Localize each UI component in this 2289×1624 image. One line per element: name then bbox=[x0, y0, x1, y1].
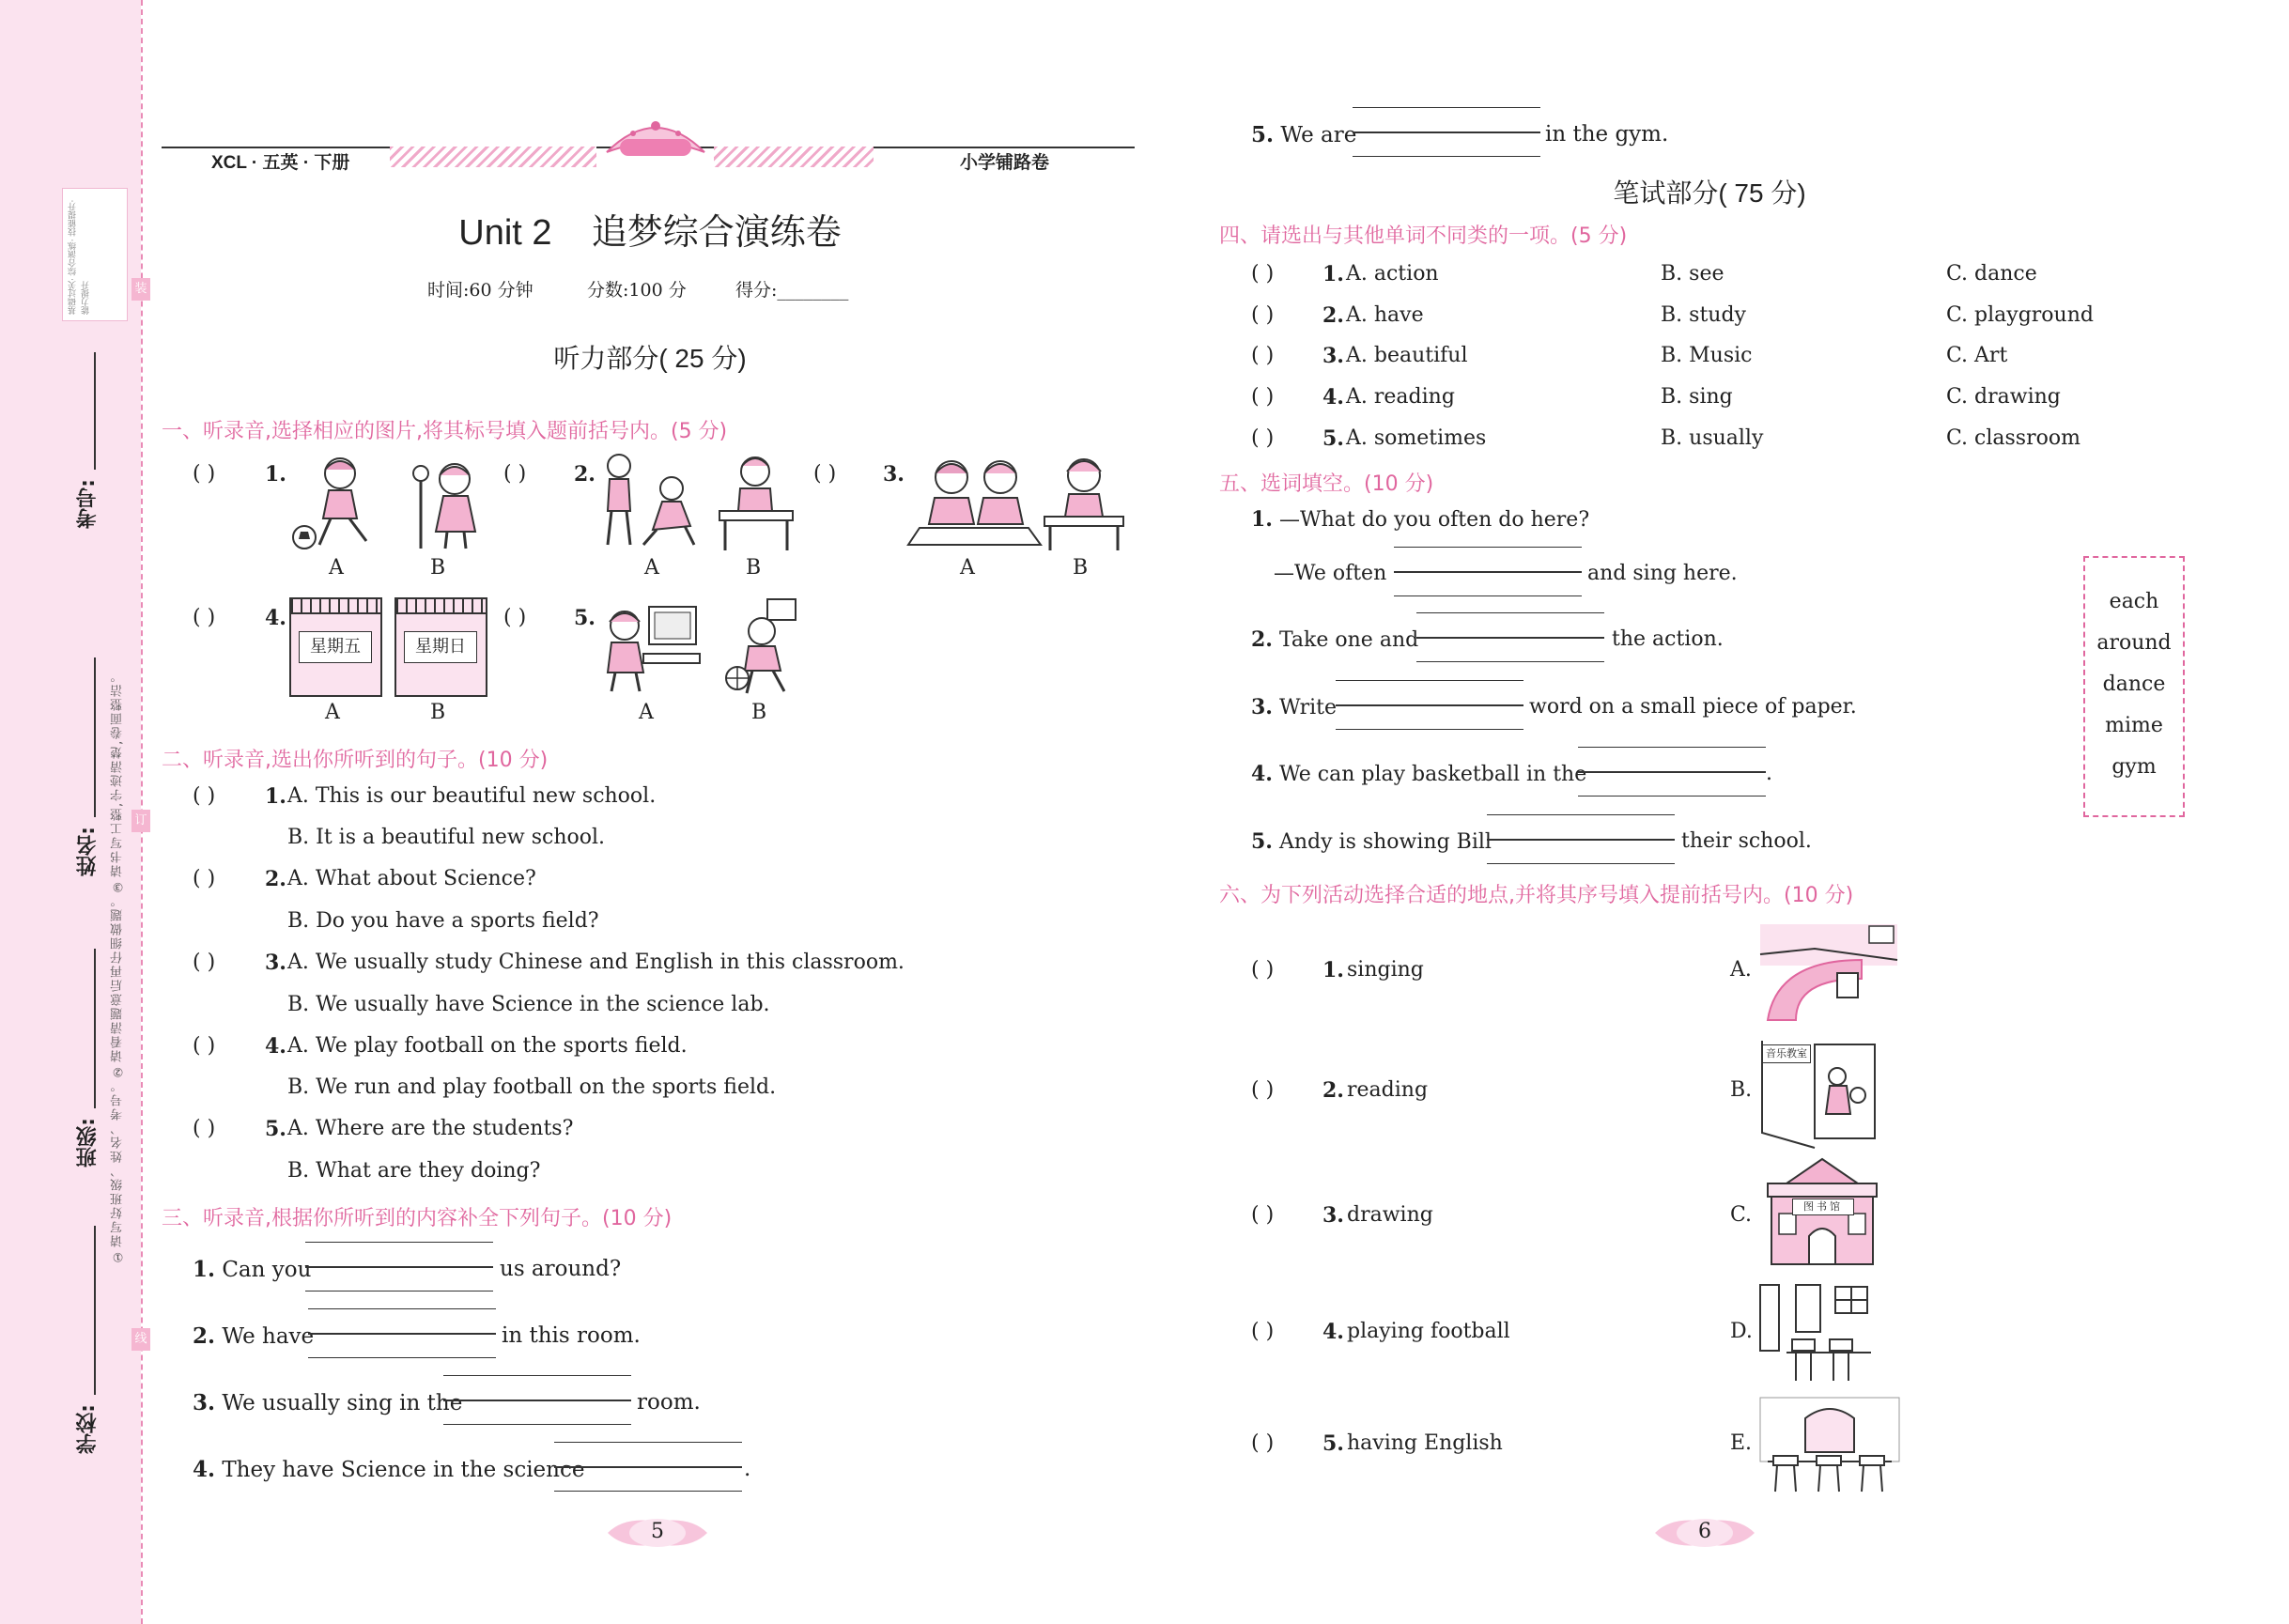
sec1-heading: 一、听录音,选择相应的图片,将其标号填入题前括号内。(5 分) bbox=[162, 420, 728, 443]
answer-paren[interactable]: ( ) bbox=[193, 1117, 216, 1140]
word-bank-item: around bbox=[2096, 631, 2172, 655]
q-num: 5. bbox=[1322, 1431, 1344, 1456]
sports-field-icon bbox=[1758, 922, 1899, 1022]
option-a: A bbox=[329, 556, 344, 580]
answer-blank[interactable] bbox=[1416, 612, 1604, 663]
answer-paren[interactable]: ( ) bbox=[193, 867, 216, 890]
school-label: 学校: bbox=[76, 1404, 100, 1454]
crown-emblem-icon bbox=[599, 113, 712, 169]
option-b: B bbox=[746, 556, 762, 580]
option-a[interactable]: A. Where are the students? bbox=[287, 1117, 574, 1140]
q-num: 5. bbox=[574, 606, 595, 630]
name-label: 姓名: bbox=[76, 827, 100, 876]
calendar-sunday-icon bbox=[394, 597, 487, 697]
q-num: 5. bbox=[265, 1117, 286, 1141]
question-line: —What do you often do here? bbox=[1278, 508, 1590, 532]
sec5-heading: 五、选词填空。(10 分) bbox=[1219, 472, 1434, 496]
option-a: A bbox=[644, 556, 659, 580]
sec2-heading: 二、听录音,选出你所听到的句子。(10 分) bbox=[162, 749, 549, 772]
sentence-after: their school. bbox=[1681, 829, 1812, 853]
fill-sentence bbox=[1251, 762, 1586, 786]
answer-paren[interactable]: ( ) bbox=[1251, 303, 1275, 327]
listening-title: 听力部分( 25 分) bbox=[553, 344, 747, 373]
q-num: 2. bbox=[1322, 303, 1344, 328]
step-4: 能力提升 bbox=[82, 281, 91, 315]
option-a[interactable]: A. We usually study Chinese and English in this classroom. bbox=[287, 951, 905, 974]
option-c[interactable]: C. classroom bbox=[1946, 426, 2080, 450]
answer-paren[interactable]: ( ) bbox=[503, 606, 527, 629]
page-number-left: 5 bbox=[651, 1520, 664, 1543]
option-a[interactable]: A. What about Science? bbox=[287, 867, 536, 890]
option-b[interactable]: B. Do you have a sports field? bbox=[287, 909, 599, 933]
option-a[interactable]: A. We play football on the sports field. bbox=[287, 1034, 688, 1058]
girl-singing-icon bbox=[394, 451, 498, 554]
meta-got: 得分:________ bbox=[735, 280, 849, 301]
sentence-after: us around? bbox=[500, 1257, 622, 1281]
sentence-after: in the gym. bbox=[1545, 122, 1669, 147]
answer-blank[interactable] bbox=[1353, 107, 1540, 158]
meta-score: 分数:100 分 bbox=[587, 280, 687, 301]
answer-blank[interactable] bbox=[1336, 680, 1523, 731]
option-a: A bbox=[960, 556, 975, 580]
header-brand: 小学铺路卷 bbox=[960, 153, 1050, 173]
word-bank-item: gym bbox=[2111, 755, 2157, 779]
sentence-before: —We often bbox=[1274, 562, 1387, 585]
calendar-day-label: 星期五 bbox=[299, 631, 372, 663]
activity-label: singing bbox=[1347, 958, 1424, 982]
sec4-heading: 四、请选出与其他单词不同类的一项。(5 分) bbox=[1219, 224, 1628, 248]
sentence-before: We can play basketball in the bbox=[1278, 763, 1587, 786]
answer-blank[interactable] bbox=[308, 1308, 496, 1359]
boy-playing-basketball-icon bbox=[719, 597, 808, 696]
answer-paren[interactable]: ( ) bbox=[193, 606, 216, 629]
q-num: 4. bbox=[1251, 762, 1273, 786]
meta-time: 时间:60 分钟 bbox=[427, 280, 534, 301]
q-num: 4. bbox=[1322, 385, 1344, 410]
option-b: B bbox=[751, 701, 767, 724]
fill-sentence bbox=[1251, 507, 1589, 532]
fill-sentence bbox=[1251, 122, 1356, 147]
sentence-after: word on a small piece of paper. bbox=[1529, 695, 1857, 719]
fill-sentence bbox=[193, 1323, 314, 1349]
q-num: 1. bbox=[1251, 507, 1273, 532]
word-bank-item: each bbox=[2109, 590, 2159, 613]
school-field[interactable] bbox=[94, 1226, 96, 1395]
class-label: 班级: bbox=[76, 1118, 100, 1168]
q-num: 2. bbox=[574, 462, 595, 487]
answer-blank[interactable] bbox=[554, 1442, 742, 1493]
music-room-sign: 音乐教室 bbox=[1762, 1044, 1811, 1063]
q-num: 1. bbox=[1322, 958, 1344, 982]
classroom-icon bbox=[1758, 1283, 1877, 1386]
library-sign: 图书馆 bbox=[1792, 1199, 1854, 1215]
answer-blank[interactable] bbox=[443, 1375, 631, 1426]
kids-drawing-icon bbox=[906, 451, 1043, 554]
step-3: 技能提升 bbox=[69, 202, 78, 237]
sentence-before: We are bbox=[1280, 123, 1357, 147]
option-b[interactable]: B. It is a beautiful new school. bbox=[287, 826, 606, 849]
answer-paren[interactable]: ( ) bbox=[813, 462, 837, 486]
q-num: 3. bbox=[265, 951, 286, 975]
place-letter: A. bbox=[1730, 958, 1752, 982]
sentence-before: Take one and bbox=[1278, 628, 1419, 652]
answer-paren[interactable]: ( ) bbox=[193, 951, 216, 974]
answer-blank[interactable] bbox=[305, 1242, 493, 1292]
q-num: 2. bbox=[1251, 627, 1273, 652]
q-num: 3. bbox=[193, 1390, 216, 1415]
option-a[interactable]: A. reading bbox=[1346, 385, 1455, 409]
name-field[interactable] bbox=[94, 657, 96, 817]
answer-paren[interactable]: ( ) bbox=[1251, 958, 1275, 982]
answer-paren[interactable]: ( ) bbox=[1251, 1078, 1275, 1102]
q-num: 1. bbox=[193, 1257, 216, 1282]
q-num: 5. bbox=[1251, 829, 1273, 854]
answer-paren[interactable]: ( ) bbox=[1251, 1320, 1275, 1343]
sec3-heading: 三、听录音,根据你所听到的内容补全下列句子。(10 分) bbox=[162, 1207, 673, 1230]
activity-label: having English bbox=[1347, 1431, 1503, 1455]
q-num: 1. bbox=[1322, 262, 1344, 286]
calendar-day-label: 星期日 bbox=[404, 631, 477, 663]
fill-sentence bbox=[1251, 695, 1337, 719]
sentence-after: and sing here. bbox=[1587, 562, 1738, 585]
q-num: 3. bbox=[1251, 695, 1273, 719]
step-box: 基础过关· 综合演练· 技能提升· 能力提升 bbox=[62, 188, 128, 321]
sentence-before: Write bbox=[1278, 696, 1338, 719]
word-bank bbox=[2083, 556, 2185, 817]
q-num: 1. bbox=[265, 784, 286, 809]
option-b[interactable]: B. We usually have Science in the science lab. bbox=[287, 993, 770, 1016]
option-a[interactable]: A. This is our beautiful new school. bbox=[287, 784, 657, 808]
q-num: 4. bbox=[1322, 1320, 1344, 1344]
page-number-right: 6 bbox=[1698, 1520, 1711, 1543]
id-field[interactable] bbox=[94, 352, 96, 470]
music-room-icon bbox=[1758, 1039, 1880, 1150]
place-letter: B. bbox=[1730, 1078, 1753, 1102]
tag-zhuang: 装 bbox=[131, 278, 150, 301]
q-num: 3. bbox=[1322, 1203, 1344, 1228]
option-a[interactable]: A. action bbox=[1346, 262, 1439, 286]
option-b[interactable]: B. We run and play football on the sports field. bbox=[287, 1075, 777, 1099]
answer-paren[interactable]: ( ) bbox=[193, 784, 216, 808]
option-b[interactable]: B. see bbox=[1661, 262, 1724, 286]
q-num: 3. bbox=[883, 462, 905, 487]
girl-reading-icon bbox=[1041, 451, 1127, 554]
option-b: B bbox=[430, 556, 446, 580]
q-num: 4. bbox=[265, 606, 286, 630]
tag-ding: 订 bbox=[131, 810, 150, 832]
place-letter: D. bbox=[1730, 1320, 1753, 1343]
sentence-after: . bbox=[1766, 762, 1772, 785]
option-b[interactable]: B. sing bbox=[1661, 385, 1733, 409]
option-c[interactable]: C. dance bbox=[1946, 262, 2037, 286]
q-num: 2. bbox=[265, 867, 286, 891]
option-a[interactable]: A. beautiful bbox=[1346, 344, 1468, 367]
art-room-icon bbox=[1758, 1396, 1901, 1495]
id-label: 考号: bbox=[76, 479, 100, 529]
sentence-before: They have Science in the science bbox=[222, 1458, 585, 1482]
answer-paren[interactable]: ( ) bbox=[1251, 262, 1275, 286]
kids-running-icon bbox=[587, 451, 700, 554]
fill-sentence bbox=[193, 1257, 311, 1282]
header-hatch-left bbox=[390, 147, 596, 167]
option-c[interactable]: C. Art bbox=[1946, 344, 2008, 367]
option-a: A bbox=[639, 701, 654, 724]
q-num: 4. bbox=[265, 1034, 286, 1059]
sentence-before: Can you bbox=[222, 1258, 312, 1282]
q-num: 2. bbox=[1322, 1078, 1344, 1103]
activity-label: playing football bbox=[1347, 1320, 1510, 1343]
option-b[interactable]: B. What are they doing? bbox=[287, 1159, 541, 1183]
binding-instructions: ①请写好班级、姓名、考号。②请看清题意后再仔细做题。③请书写工整,字迹清楚,卷面整洁。 bbox=[111, 668, 125, 1263]
q-num: 1. bbox=[265, 462, 286, 487]
place-letter: E. bbox=[1730, 1431, 1753, 1455]
girl-at-computer-icon bbox=[596, 597, 704, 696]
activity-label: drawing bbox=[1347, 1203, 1433, 1227]
answer-paren[interactable]: ( ) bbox=[1251, 385, 1275, 409]
option-a[interactable]: A. have bbox=[1346, 303, 1424, 327]
option-c[interactable]: C. drawing bbox=[1946, 385, 2061, 409]
calendar-friday-icon bbox=[289, 597, 382, 697]
sec6-heading: 六、为下列活动选择合适的地点,并将其序号填入提前括号内。(10 分) bbox=[1219, 884, 1854, 907]
sentence-after: the action. bbox=[1612, 627, 1724, 651]
step-1: 基础过关 bbox=[69, 281, 78, 315]
answer-paren[interactable]: ( ) bbox=[1251, 344, 1275, 367]
q-num: 4. bbox=[193, 1457, 216, 1482]
header-hatch-right bbox=[714, 147, 874, 167]
writing-title: 笔试部分( 75 分) bbox=[1613, 178, 1806, 208]
fill-sentence bbox=[1251, 627, 1418, 652]
sentence-before: We have bbox=[222, 1324, 315, 1349]
q-num: 3. bbox=[1322, 344, 1344, 368]
answer-blank[interactable] bbox=[1394, 547, 1582, 597]
library-building-icon bbox=[1758, 1157, 1886, 1266]
answer-paren[interactable]: ( ) bbox=[193, 1034, 216, 1058]
word-bank-item: dance bbox=[2102, 673, 2166, 696]
option-b: B bbox=[1073, 556, 1089, 580]
answer-paren[interactable]: ( ) bbox=[503, 462, 527, 486]
activity-label: reading bbox=[1347, 1078, 1429, 1102]
q-num: 5. bbox=[1322, 426, 1344, 451]
fill-sentence bbox=[1251, 829, 1492, 854]
boy-playing-football-icon bbox=[282, 451, 394, 554]
step-2: 综合演练 bbox=[69, 241, 78, 276]
answer-blank[interactable] bbox=[1578, 747, 1766, 797]
fill-sentence bbox=[193, 1390, 462, 1415]
q-num: 2. bbox=[193, 1323, 216, 1349]
answer-paren[interactable]: ( ) bbox=[193, 462, 216, 486]
word-bank-item: mime bbox=[2105, 714, 2163, 737]
option-b[interactable]: B. Music bbox=[1661, 344, 1753, 367]
header-series: XCL · 五英 · 下册 bbox=[211, 153, 350, 173]
option-b: B bbox=[430, 701, 446, 724]
page-title: Unit 2 追梦综合演练卷 bbox=[458, 213, 842, 253]
tag-xian: 线 bbox=[131, 1328, 150, 1351]
class-field[interactable] bbox=[94, 949, 96, 1108]
answer-paren[interactable]: ( ) bbox=[1251, 426, 1275, 450]
sentence-before: We usually sing in the bbox=[222, 1391, 463, 1415]
option-a: A bbox=[325, 701, 340, 724]
option-b[interactable]: B. study bbox=[1661, 303, 1746, 327]
sentence-after: room. bbox=[637, 1390, 701, 1415]
sentence-after: . bbox=[744, 1457, 751, 1481]
sentence-after: in this room. bbox=[502, 1323, 641, 1348]
answer-paren[interactable]: ( ) bbox=[1251, 1203, 1275, 1227]
q-num: 5. bbox=[1251, 122, 1275, 147]
option-a[interactable]: A. sometimes bbox=[1346, 426, 1487, 450]
option-b[interactable]: B. usually bbox=[1661, 426, 1764, 450]
fill-sentence bbox=[193, 1457, 584, 1482]
boy-at-desk-icon bbox=[714, 451, 798, 554]
answer-paren[interactable]: ( ) bbox=[1251, 1431, 1275, 1455]
place-letter: C. bbox=[1730, 1203, 1753, 1227]
answer-blank[interactable] bbox=[1487, 814, 1675, 865]
sentence-before: Andy is showing Bill bbox=[1278, 830, 1492, 854]
option-c[interactable]: C. playground bbox=[1946, 303, 2094, 327]
